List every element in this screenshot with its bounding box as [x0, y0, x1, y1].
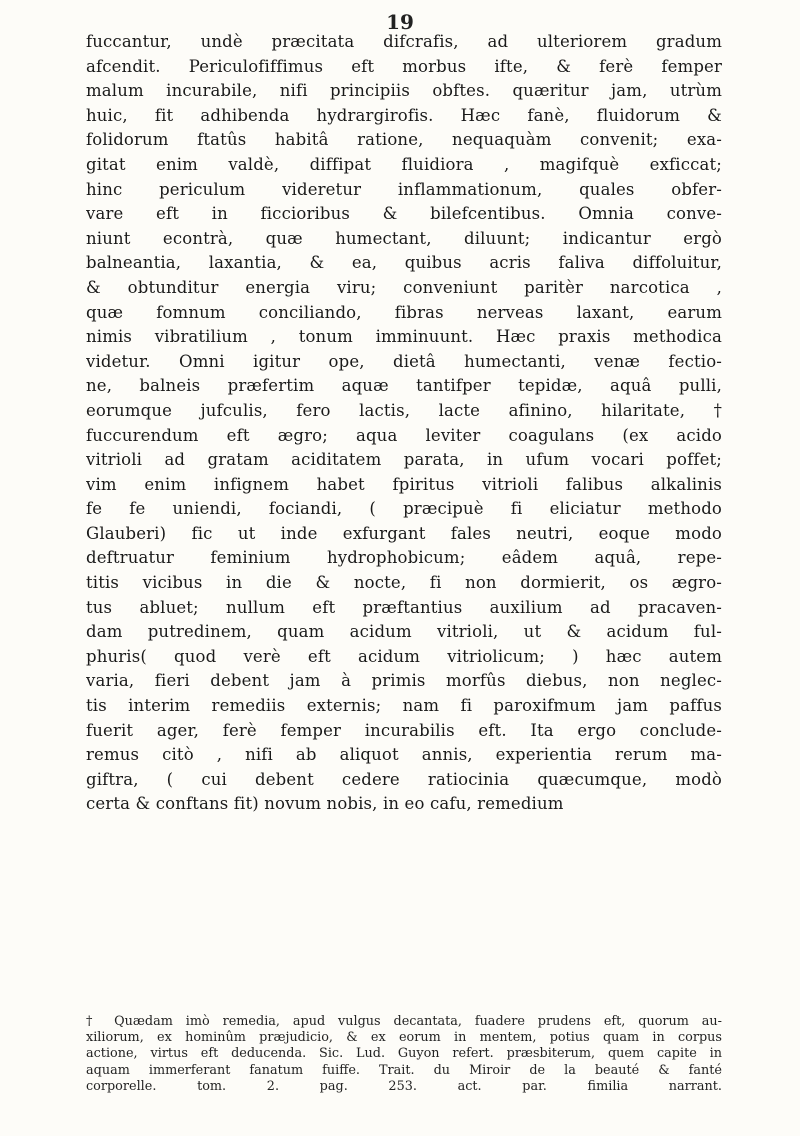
body-line: giftra, ( cui debent cedere ratiocinia quæcumque, modò: [86, 769, 722, 789]
body-line: niunt econtrà, quæ humectant, diluunt; indicantur ergò: [86, 228, 722, 248]
body-line: hinc periculum videretur inflammationum, quales obfer-: [86, 179, 722, 199]
body-line: & obtunditur energia viru; conveniunt paritèr narcotica ,: [86, 277, 722, 297]
body-line: remus citò , nifi ab aliquot annis, experientia rerum ma-: [86, 745, 722, 765]
body-line: vim enim infignem habet fpiritus vitrioli falibus alkalinis: [86, 474, 722, 494]
body-text: [86, 30, 722, 817]
body-line: afcendit. Periculofiffimus eft morbus ifte, & ferè femper: [86, 56, 722, 76]
body-line: varia, fieri debent jam à primis morfûs diebus, non neglec-: [86, 671, 722, 691]
body-line: tis interim remediis externis; nam fi paroxifmum jam paffus: [86, 696, 722, 716]
footnote-line: corporelle. tom. 2. pag. 253. act. par. fimilia narrant.: [86, 1078, 722, 1094]
page-number: 19: [386, 10, 414, 34]
footnote-line: aquam immerferant fanatum fuiffe. Trait. du Miroir de la beauté & fanté: [86, 1062, 722, 1078]
body-line: vitrioli ad gratam aciditatem parata, in ufum vocari poffet;: [86, 450, 722, 470]
body-line: dam putredinem, quam acidum vitrioli, ut & acidum ful-: [86, 622, 722, 642]
body-line: fuerit ager, ferè femper incurabilis eft. Ita ergo conclude-: [86, 720, 722, 740]
body-line: quæ fomnum conciliando, fibras nerveas laxant, earum: [86, 302, 722, 322]
body-line: ne, balneis præfertim aquæ tantifper tepidæ, aquâ pulli,: [86, 376, 722, 396]
footnote-line: † Quædam imò remedia, apud vulgus decantata, fuadere prudens eft, quorum au-: [86, 1014, 722, 1029]
body-line: certa & conftans fit) novum nobis, in eo cafu, remedium: [86, 794, 564, 814]
body-line: tus abluet; nullum eft præftantius auxilium ad pracaven-: [86, 597, 722, 617]
footnote: [86, 1014, 722, 1095]
footnote-line: actione, virtus eft deducenda. Sic. Lud. Guyon refert. præsbiterum, quem capite in: [86, 1046, 722, 1062]
body-line: balneantia, laxantia, & ea, quibus acris faliva diffoluitur,: [86, 253, 722, 273]
body-line: deftruatur feminium hydrophobicum; eâdem aquâ, repe-: [86, 548, 722, 568]
body-line: nimis vibratilium , tonum imminuunt. Hæc praxis methodica: [86, 327, 722, 347]
footnote-line: xiliorum, ex hominûm præjudicio, & ex eorum in mentem, potius quam in corpus: [86, 1030, 722, 1046]
body-line: vare eft in ficcioribus & bilefcentibus. Omnia conve-: [86, 204, 722, 224]
body-line: fuccantur, undè præcitata difcrafis, ad ulteriorem gradum: [86, 32, 722, 51]
body-line: fuccurendum eft ægro; aqua leviter coagulans (ex acido: [86, 425, 722, 445]
body-line: Glauberi) fic ut inde exfurgant fales neutri, eoque modo: [86, 523, 722, 543]
body-line: videtur. Omni igitur ope, dietâ humectanti, venæ fectio-: [86, 351, 722, 371]
body-line: huic, fit adhibenda hydrargirofis. Hæc fanè, fluidorum &: [86, 105, 722, 125]
body-line: fe fe uniendi, fociandi, ( præcipuè fi eliciatur methodo: [86, 499, 722, 519]
body-line: phuris( quod verè eft acidum vitriolicum; ) hæc autem: [86, 646, 722, 666]
body-line: gitat enim valdè, diffipat fluidiora , magifquè exficcat;: [86, 154, 722, 174]
body-line: titis vicibus in die & nocte, fi non dormierit, os ægro-: [86, 573, 722, 593]
body-line: malum incurabile, nifi principiis obftes. quæritur jam, utrùm: [86, 81, 722, 101]
body-line: folidorum ftatûs habitâ ratione, nequaquàm convenit; exa-: [86, 130, 722, 150]
body-line: eorumque jufculis, fero lactis, lacte afinino, hilaritate, †: [86, 400, 722, 420]
